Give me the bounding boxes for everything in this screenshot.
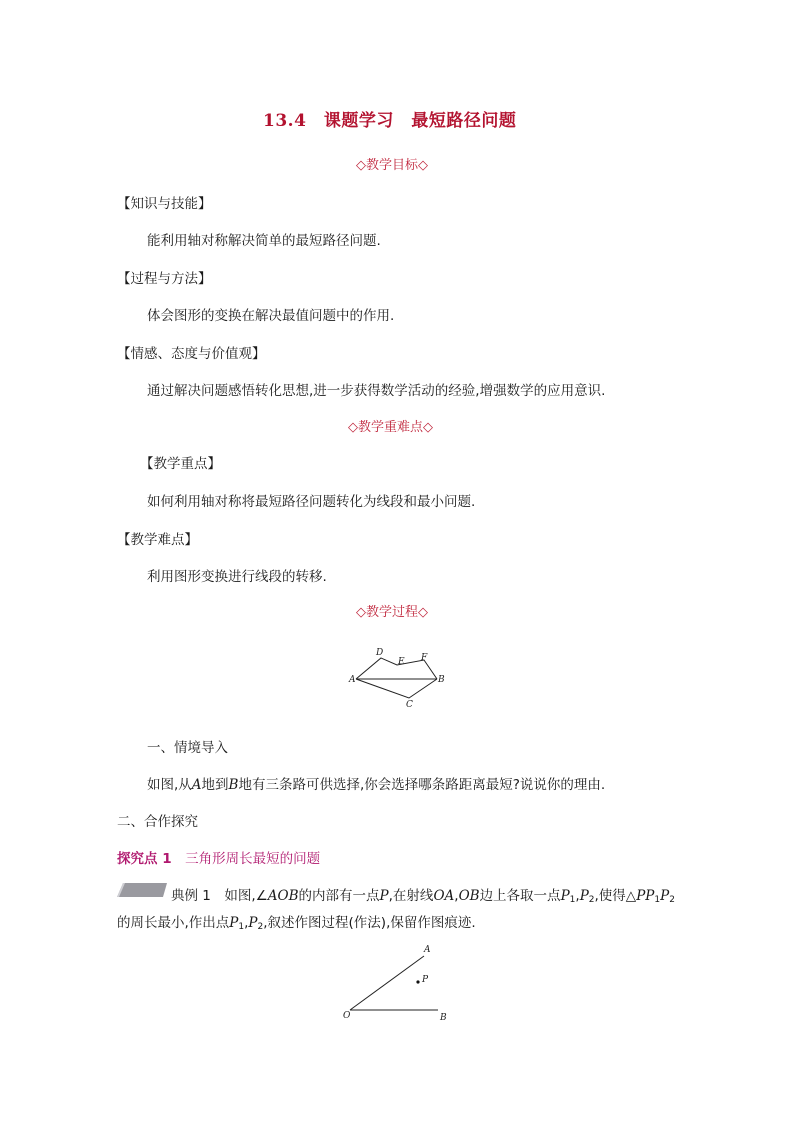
example-label: 典例 1 — [171, 888, 211, 904]
explore-heading — [117, 847, 320, 867]
example-line-2: 的周长最小,作出点$P_1,P_2$,叙述作图过程(作法),保留作图痕迹. — [117, 915, 476, 932]
knowledge-text: 能利用轴对称解决简单的最短路径问题. — [147, 233, 381, 249]
point-p — [416, 980, 419, 983]
intro-heading: 一、情境导入 — [147, 740, 228, 756]
point-label-b2: B — [440, 1013, 447, 1023]
knowledge-label: 【知识与技能】 — [117, 196, 212, 212]
section-heading-process: ◇教学过程◇ — [356, 605, 428, 620]
route-lower-path — [356, 679, 437, 698]
intro-text: 如图,从A地到B地有三条路可供选择,你会选择哪条路距离最短?说说你的理由. — [147, 777, 606, 793]
ray-oa — [350, 956, 424, 1010]
example-line-1: 典例 1 如图,∠AOB的内部有一点P,在射线OA,OB边上各取一点$P_1,P_2$,使得$\triangle PP_1P_2$ — [171, 888, 675, 905]
point-label-p: P — [422, 975, 429, 985]
angle-figure — [338, 940, 458, 1024]
route-figure — [340, 640, 460, 712]
section-heading-key-points: ◇教学重难点◇ — [348, 420, 433, 435]
point-label-e: E — [398, 657, 405, 667]
point-label-b: B — [438, 675, 445, 685]
point-label-d: D — [376, 648, 384, 658]
difficulty-label: 【教学难点】 — [117, 532, 198, 548]
focus-label: 【教学重点】 — [140, 456, 221, 472]
explore-title: 三角形周长最短的问题 — [185, 851, 321, 867]
point-label-a2: A — [424, 945, 431, 955]
focus-text: 如何利用轴对称将最短路径问题转化为线段和最小问题. — [147, 494, 476, 510]
point-label-f: F — [421, 653, 428, 663]
emotion-text: 通过解决问题感悟转化思想,进一步获得数学活动的经验,增强数学的应用意识. — [147, 383, 606, 399]
difficulty-text: 利用图形变换进行线段的转移. — [147, 569, 327, 585]
page-title: 13.4 课题学习 最短路径问题 — [263, 111, 517, 131]
point-label-a: A — [349, 675, 356, 685]
example-tag-icon — [117, 883, 167, 897]
section-heading-goals: ◇教学目标◇ — [356, 158, 428, 173]
process-label: 【过程与方法】 — [117, 271, 212, 287]
point-label-o: O — [343, 1011, 351, 1021]
emotion-label: 【情感、态度与价值观】 — [117, 346, 266, 362]
explore-label: 探究点 1 — [117, 851, 172, 867]
coop-heading: 二、合作探究 — [117, 814, 198, 830]
process-text: 体会图形的变换在解决最值问题中的作用. — [147, 308, 395, 324]
point-label-c: C — [406, 700, 413, 710]
